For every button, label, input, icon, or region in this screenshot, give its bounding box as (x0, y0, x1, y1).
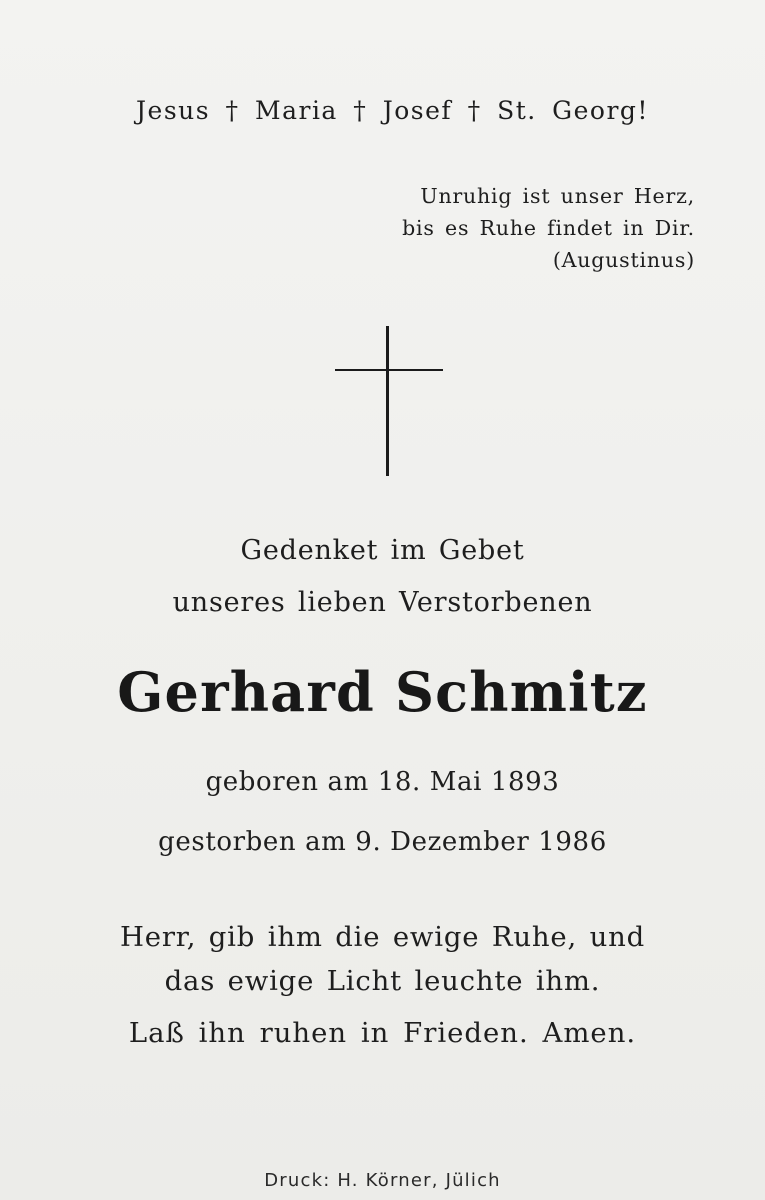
deceased-name: Gerhard Schmitz (117, 660, 648, 724)
remembrance-text (0, 525, 765, 629)
life-dates (0, 752, 765, 872)
birth-date: geboren am 18. Mai 1893 (205, 767, 560, 797)
cross-icon (335, 326, 443, 476)
invocation-heading: Jesus † Maria † Josef † St. Georg! (136, 96, 649, 125)
remembrance-line-1: Gedenket im Gebet (240, 535, 525, 566)
prayer-closing: Laß ihn ruhen in Frieden. Amen. (128, 1017, 637, 1049)
death-date: gestorben am 9. Dezember 1986 (158, 827, 607, 857)
prayer-text (0, 915, 765, 1003)
printer-credit: Druck: H. Körner, Jülich (264, 1170, 501, 1191)
quote-line-2: bis es Ruhe findet in Dir. (402, 216, 695, 240)
remembrance-line-2: unseres lieben Verstorbenen (172, 587, 593, 618)
quote-line-1: Unruhig ist unser Herz, (420, 184, 695, 208)
prayer-line-1: Herr, gib ihm die ewige Ruhe, und (119, 921, 646, 953)
quote-attribution: (Augustinus) (552, 248, 695, 272)
prayer-line-2: das ewige Licht leuchte ihm. (164, 965, 601, 997)
augustinus-quote (402, 180, 695, 276)
